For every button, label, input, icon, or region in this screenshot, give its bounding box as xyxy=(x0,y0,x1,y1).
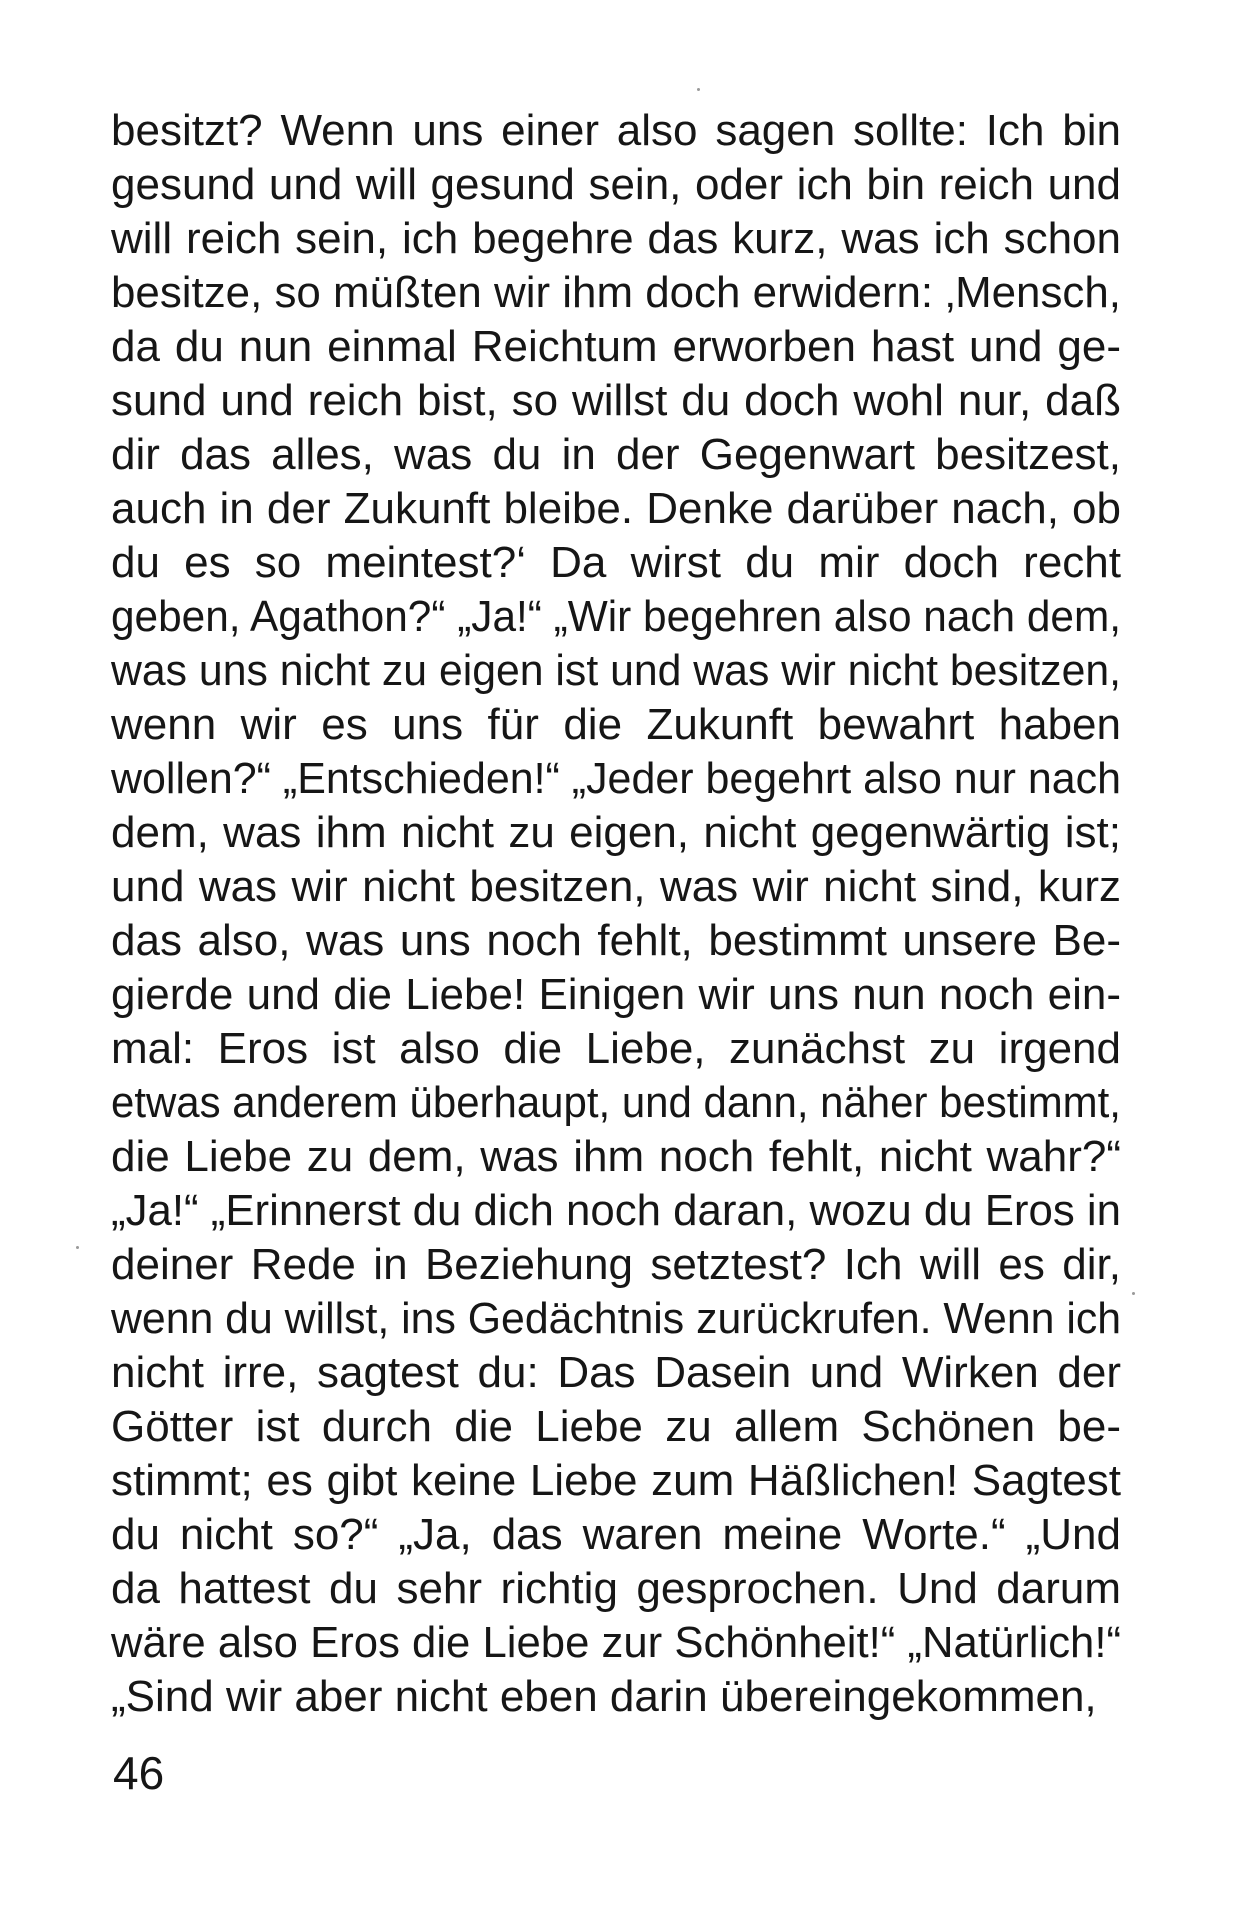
text-line: auch in der Zukunft bleibe. Denke darüber nach, ob xyxy=(111,484,1121,533)
text-line: nicht irre, sagtest du: Das Dasein und Wirken der xyxy=(111,1348,1121,1397)
text-line: das also, was uns noch fehlt, bestimmt unsere Be- xyxy=(111,916,1121,965)
text-line: was uns nicht zu eigen ist und was wir nicht besitzen, xyxy=(111,646,1122,695)
body-text xyxy=(111,104,1121,1724)
text-line: dem, was ihm nicht zu eigen, nicht gegenwärtig ist; xyxy=(111,808,1121,857)
text-line: Götter ist durch die Liebe zu allem Schönen be- xyxy=(111,1402,1121,1451)
text-line: „Sind wir aber nicht eben darin übereingekommen, xyxy=(111,1672,1097,1721)
text-line: will reich sein, ich begehre das kurz, was ich schon xyxy=(111,214,1121,263)
text-line: „Ja!“ „Erinnerst du dich noch daran, wozu du Eros in xyxy=(111,1186,1121,1235)
text-line: geben, Agathon?“ „Ja!“ „Wir begehren also nach dem, xyxy=(111,592,1122,641)
text-line: gierde und die Liebe! Einigen wir uns nun noch ein- xyxy=(111,970,1121,1019)
text-line: etwas anderem überhaupt, und dann, näher bestimmt, xyxy=(111,1078,1121,1127)
text-line: gesund und will gesund sein, oder ich bin reich und xyxy=(111,160,1121,209)
text-line: deiner Rede in Beziehung setztest? Ich will es dir, xyxy=(111,1240,1121,1289)
text-line: du nicht so?“ „Ja, das waren meine Worte.“ „Und xyxy=(111,1510,1121,1559)
text-line: wäre also Eros die Liebe zur Schönheit!“ „Natürlich!“ xyxy=(111,1618,1122,1667)
text-line: sund und reich bist, so willst du doch wohl nur, daß xyxy=(111,376,1121,425)
text-line: besitzt? Wenn uns einer also sagen sollte: Ich bin xyxy=(111,106,1121,155)
text-line: stimmt; es gibt keine Liebe zum Häßlichen! Sagtest xyxy=(111,1456,1121,1505)
paper-speck xyxy=(76,1246,79,1249)
text-line: mal: Eros ist also die Liebe, zunächst zu irgend xyxy=(111,1024,1121,1073)
text-line: da du nun einmal Reichtum erworben hast und ge- xyxy=(111,322,1121,371)
page-number: 46 xyxy=(113,1747,165,1799)
text-line: da hattest du sehr richtig gesprochen. Und darum xyxy=(111,1564,1121,1613)
text-line: wenn du willst, ins Gedächtnis zurückrufen. Wenn ich xyxy=(111,1294,1122,1343)
text-line: du es so meintest?‘ Da wirst du mir doch recht xyxy=(111,538,1121,587)
paper-speck xyxy=(1132,1292,1135,1295)
text-line: dir das alles, was du in der Gegenwart besitzest, xyxy=(111,430,1121,479)
text-line: und was wir nicht besitzen, was wir nicht sind, kurz xyxy=(111,862,1121,911)
text-line: die Liebe zu dem, was ihm noch fehlt, nicht wahr?“ xyxy=(111,1132,1121,1181)
text-line: besitze, so müßten wir ihm doch erwidern: ‚Mensch, xyxy=(111,268,1121,317)
paper-speck xyxy=(697,88,700,91)
text-line: wenn wir es uns für die Zukunft bewahrt haben xyxy=(111,700,1121,749)
text-line: wollen?“ „Entschieden!“ „Jeder begehrt also nur nach xyxy=(111,754,1121,803)
